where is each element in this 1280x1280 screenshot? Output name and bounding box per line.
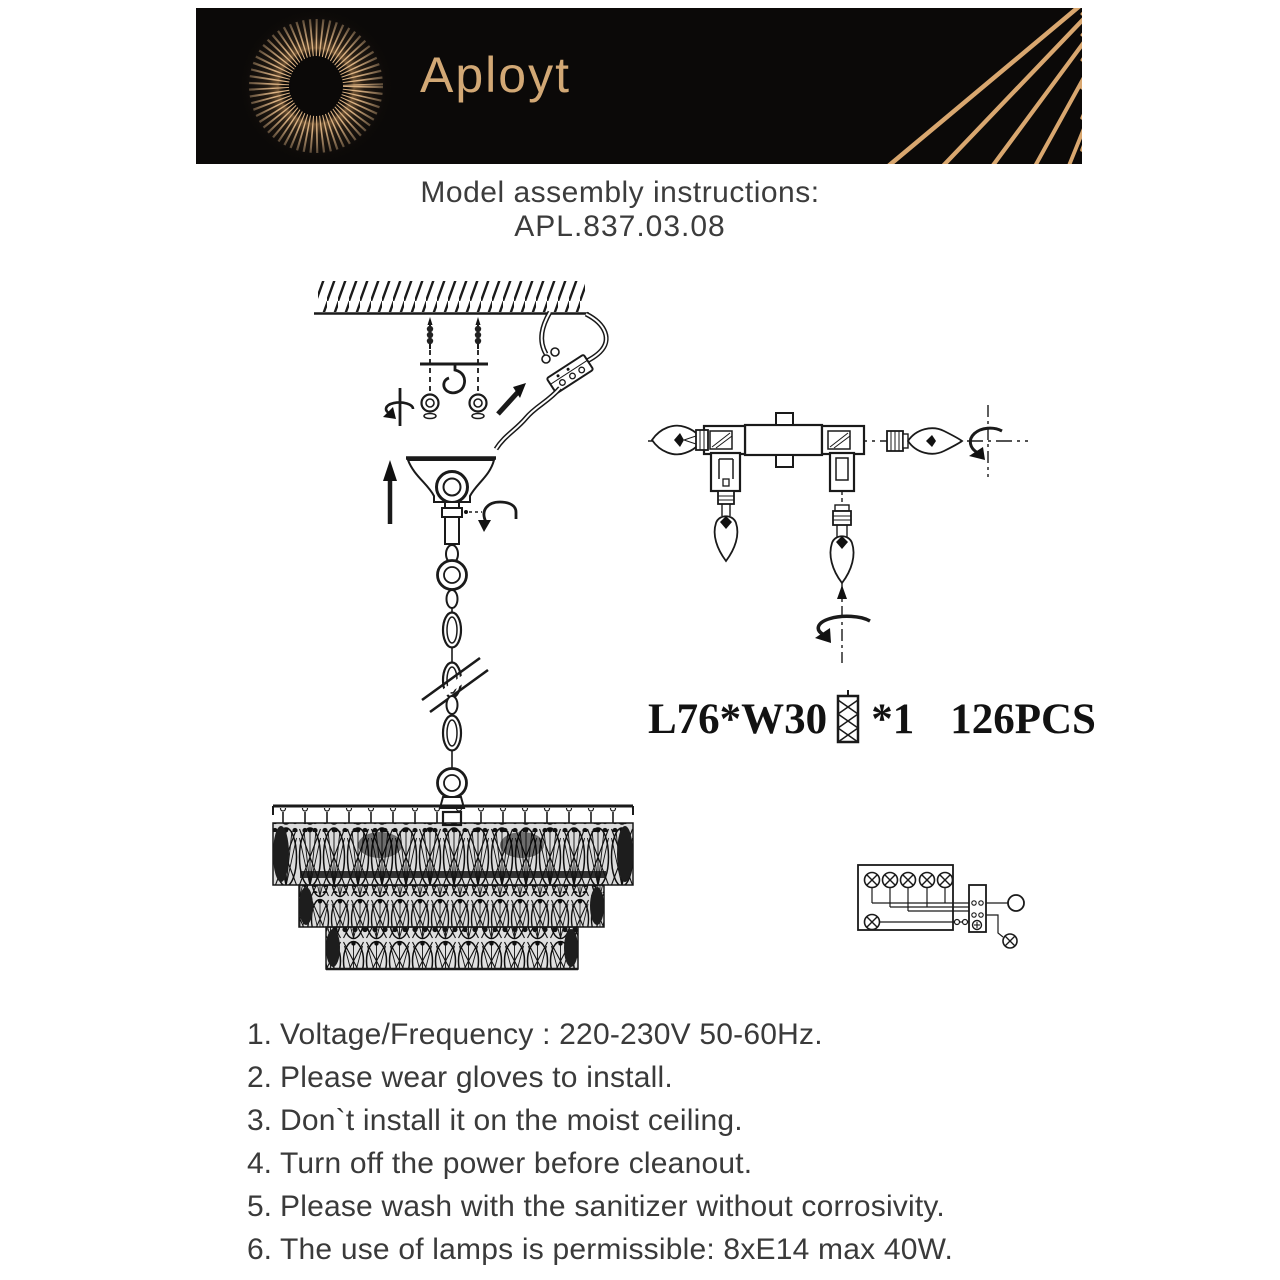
- candle-bulb-left: [652, 426, 708, 455]
- item-text: Turn off the power before cleanout.: [280, 1147, 753, 1180]
- total-pieces: 126PCS: [950, 695, 1096, 743]
- crystal-dimensions: L76*W30: [648, 695, 828, 743]
- list-item: [247, 1018, 1067, 1052]
- lamp-symbol-switch: [1003, 934, 1017, 948]
- assembly-diagram: [250, 268, 670, 1008]
- ceiling-hook: [444, 364, 465, 393]
- ceiling-hatch: [314, 281, 589, 314]
- item-text: Voltage/Frequency : 220-230V 50-60Hz.: [280, 1018, 823, 1051]
- up-arrow-icon: [383, 460, 397, 524]
- bulb-installation-diagram: [640, 395, 1050, 670]
- item-text: Don`t install it on the moist ceiling.: [280, 1104, 743, 1137]
- instructions-list: [247, 1018, 1067, 1276]
- terminal-block: [969, 885, 986, 932]
- hanging-chain: [422, 544, 488, 808]
- parts-spec: [648, 690, 1096, 748]
- wiring-lines: [872, 888, 973, 911]
- socket-bulb-left-down: [711, 453, 740, 561]
- item-text: The use of lamps is permissible: 8xE14 max 40W.: [280, 1233, 954, 1266]
- list-item: [247, 1147, 1067, 1181]
- model-number: APL.837.03.08: [514, 210, 726, 243]
- item-number: 1.: [247, 1018, 273, 1051]
- item-number: 5.: [247, 1190, 273, 1223]
- socket-right: [822, 426, 864, 454]
- ceiling-canopy: [406, 458, 516, 544]
- wiring-diagram: [850, 845, 1065, 970]
- list-item: [247, 1233, 1067, 1267]
- lamp-symbol-bottom: [865, 915, 880, 930]
- list-item: [247, 1104, 1067, 1138]
- item-text: Please wash with the sanitizer without corrosivity.: [280, 1190, 945, 1223]
- item-text: Please wear gloves to install.: [280, 1061, 673, 1094]
- item-number: 2.: [247, 1061, 273, 1094]
- brand-banner: [196, 8, 1082, 164]
- doc-title: Model assembly instructions:: [420, 176, 820, 209]
- screw-anchor-right: [470, 317, 487, 419]
- crystal-quantity: *1: [871, 695, 915, 743]
- wire-connector: [496, 312, 606, 449]
- title-block: [0, 176, 1240, 244]
- brand-name: Aployt: [420, 47, 571, 103]
- item-number: 4.: [247, 1147, 273, 1180]
- socket-bulb-right-down: [830, 453, 854, 583]
- screw-anchor-left: [422, 317, 439, 419]
- rotate-symbol-icon: [383, 388, 413, 426]
- item-number: 6.: [247, 1233, 273, 1266]
- candle-bulb-right: [887, 428, 962, 454]
- chandelier-body: [273, 806, 633, 969]
- socket-left: [704, 426, 745, 454]
- sunburst-logo: [237, 8, 395, 164]
- list-item: [247, 1061, 1067, 1095]
- list-item: [247, 1190, 1067, 1224]
- rotate-arrow-bottom: [815, 583, 870, 663]
- crystal-prism-icon: [833, 690, 863, 748]
- item-number: 3.: [247, 1104, 273, 1137]
- lamp-symbols: [865, 873, 953, 888]
- banner-art: [196, 8, 1082, 164]
